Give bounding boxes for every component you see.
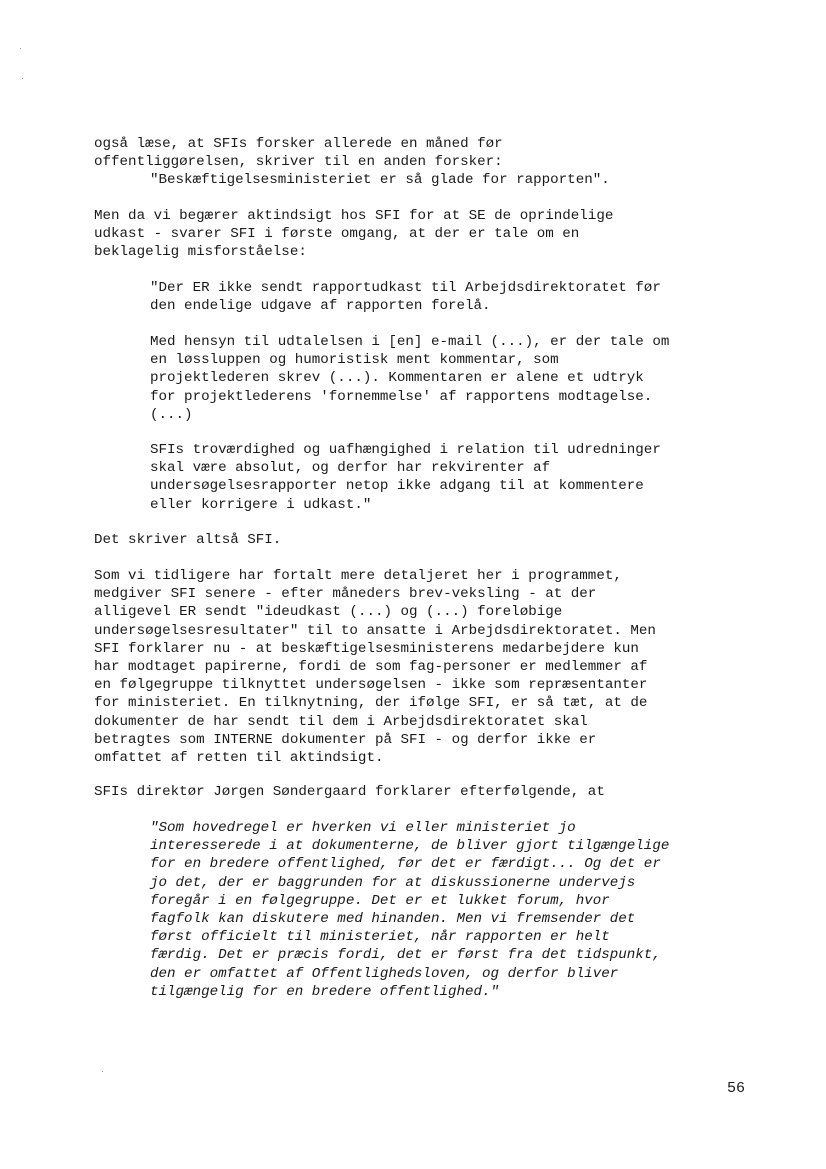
scan-speck xyxy=(20,48,21,49)
quote-sfi-1: "Der ER ikke sendt rapportudkast til Arbejdsdirektoratet før den endelige udgave af rapporten forelå. xyxy=(150,280,661,315)
paragraph-4: Som vi tidligere har fortalt mere detaljeret her i programmet, medgiver SFI senere - efter måneders brev-veksling - at der alligevel ER sendt "ideudkast (...) og (...) foreløbige undersøgelsesresultater" til to ansatte i Arbejdsdirektoratet. Men SFI forklarer nu - at beskæftigelsesministerens medarbejdere kun har modtaget papirerne, fordi de som fag-personer er medlemmer af en følgegruppe tilknyttet undersøgelsen - ikke som repræsentanter for ministeriet. En tilknytning, der ifølge SFI, er så tæt, at de dokumenter de har sendt til dem i Arbejdsdirektoratet skal betragtes som INTERNE dokumenter på SFI - og derfor ikke er omfattet af retten til aktindsigt. xyxy=(94,568,656,767)
quote-ministry-glad: "Beskæftigelsesministeriet er så glade for rapporten". xyxy=(150,172,610,188)
quote-director: "Som hovedregel er hverken vi eller ministeriet jo interesserede i at dokumenterne, de bliver gjort tilgængelige for en bredere offentlighed, før det er færdigt... Og det er jo det, der er baggrunden for at diskussionerne undervejs foregår i en følgegruppe. Det er et lukket forum, hvor fagfolk kan diskutere med hinanden. Men vi fremsender det først officielt til ministeriet, når rapporten er helt færdig. Det er præcis fordi, det er først fra det tidspunkt, den er omfattet af Offentlighedsloven, og derfor bliver tilgængelig for en bredere offentlighed." xyxy=(150,820,670,1000)
paragraph-2: Men da vi begærer aktindsigt hos SFI for at SE de oprindelige udkast - svarer SFI i første omgang, at der er tale om en beklagelig misforståelse: xyxy=(94,208,614,261)
scan-speck xyxy=(102,1071,103,1072)
paragraph-3: Det skriver altså SFI. xyxy=(94,532,282,548)
quote-sfi-2: Med hensyn til udtalelsen i [en] e-mail (...), er der tale om en løssluppen og humoristisk ment kommentar, som projektlederen skrev (...). Kommentaren er alene et udtryk for projektlederens 'fornemmelse' af rapportens modtagelse. (...) xyxy=(150,334,670,423)
page-number: 56 xyxy=(727,1080,746,1097)
paragraph-5: SFIs direktør Jørgen Søndergaard forklarer efterfølgende, at xyxy=(94,784,605,800)
scan-speck xyxy=(22,78,23,79)
quote-sfi-3: SFIs troværdighed og uafhængighed i relation til udredninger skal være absolut, og derfor har rekvirenter af undersøgelsesrapporter netop ikke adgang til at kommentere eller korrigere i udkast." xyxy=(150,442,661,513)
paragraph-1: også læse, at SFIs forsker allerede en måned før offentliggørelsen, skriver til en anden forsker: xyxy=(94,136,503,171)
